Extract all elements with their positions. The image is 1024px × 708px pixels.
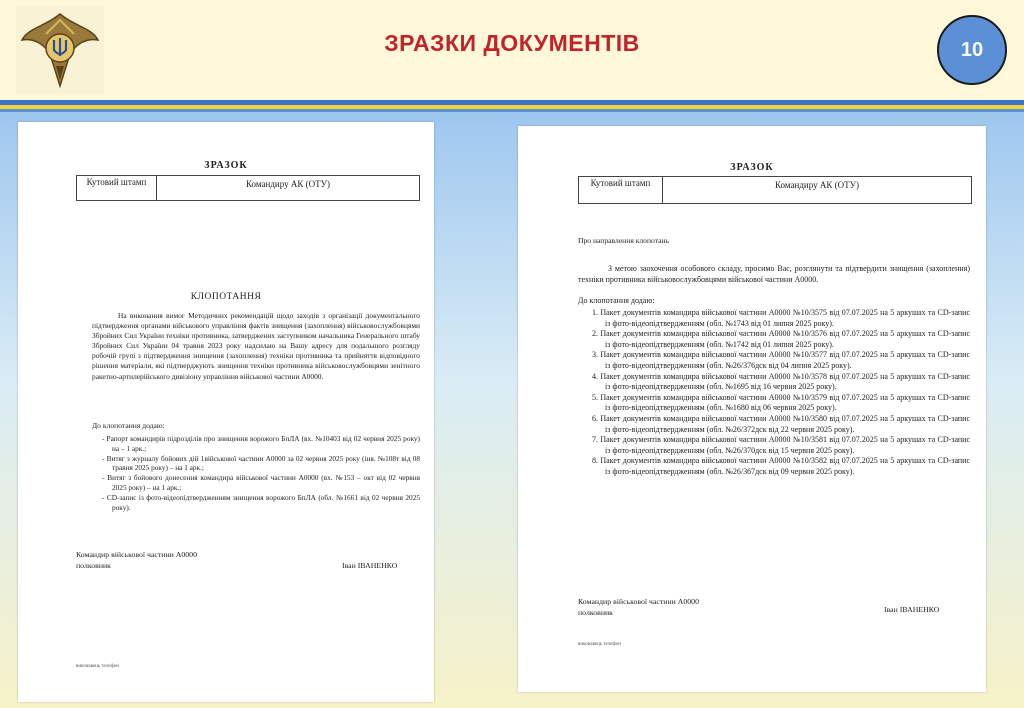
doc-heading: ЗРАЗОК — [730, 162, 774, 173]
list-item: - Витяг з журналу бойових дій 1військової частини А0000 за 02 червня 2025 року (інв. №108т від 08 травня 2025 року) – на 1 арк.; — [102, 453, 420, 473]
signature-block — [578, 596, 699, 618]
signature-title: Командир військової частини А0000 — [578, 597, 699, 606]
doc-title: КЛОПОТАННЯ — [190, 292, 262, 302]
list-item: 6. Пакет документів командира військової частини А0000 №10/3580 від 07.07.2025 на 5 аркушах та CD-запис із фото-відеопідтвердженням (обл. №26/372дск від 22 червня 2025 року). — [592, 413, 970, 434]
doc-heading: ЗРАЗОК — [204, 160, 248, 171]
list-item: 3. Пакет документів командира військової частини А0000 №10/3577 від 07.07.2025 на 5 аркушах та CD-запис із фото-відеопідтвердженням (обл. №26/376дск від 04 липня 2025 року). — [592, 350, 970, 370]
document-sample-cover-letter — [518, 126, 986, 692]
doc-body: На виконання вимог Методичних рекомендацій щодо заходів з організації документального підтвердження органами військового управління фактів знищення (захоплення) військовослужбовцями Збройних Сил України техніки противника, затверджених заступником начальника Генерального штабу Збройних Сил України 04 травня 2023 року надсилаю на Вашу адресу для подальшого розгляду робочій групі з підтвердження знищення (захоплення) техніки противника та прийняття відповідного рішення матеріали, які підтверджують знищення техніки противника військовослужбовцями зенітного ракетно-артилерійського дивізіону управління військової частини А0000. — [92, 311, 420, 381]
list-item: 8. Пакет документів командира військової частини А0000 №10/3582 від 07.07.2025 на 5 аркушах та CD-запис із фото-відеопідтвердженням (обл. №26/367дск від 09 червня 2025 року). — [592, 456, 970, 476]
attachments-list — [102, 434, 420, 512]
document-sample-petition — [18, 122, 434, 702]
list-item: - CD-запис із фото-відеопідтвердженням знищення ворожого БпЛА (обл. №1661 від 02 червня 2025 року). — [102, 492, 420, 512]
signature-rank: полковник — [76, 561, 111, 570]
footer-note: виконавець телефон — [578, 642, 621, 647]
footer-note: виконавець телефон — [76, 664, 119, 669]
stamp-left-cell: Кутовий штамп — [77, 176, 157, 200]
doc-body: З метою заохочення особового складу, просимо Вас, розглянути та підтвердити знищення (захоплення) техніки противника військовослужбовцями військової частини А0000. — [578, 264, 970, 284]
stamp-right-cell: Командиру АК (ОТУ) — [246, 179, 330, 189]
slide-header — [0, 0, 1024, 100]
stamp-left-cell: Кутовий штамп — [579, 177, 663, 203]
signature-name: Іван ІВАНЕНКО — [342, 561, 398, 570]
attachments-list — [592, 308, 970, 478]
signature-rank: полковник — [578, 608, 613, 617]
signature-name: Іван ІВАНЕНКО — [884, 605, 940, 614]
list-item: 4. Пакет документів командира військової частини А0000 №10/3578 від 07.07.2025 на 5 аркушах та CD-запис із фото-відеопідтвердженням (обл. №1695 від 16 червня 2025 року). — [592, 371, 970, 392]
list-item: 2. Пакет документів командира військової частини А0000 №10/3576 від 07.07.2025 на 5 аркушах та CD-запис із фото-відеопідтвердженням (обл. №1742 від 01 липня 2025 року). — [592, 329, 970, 349]
slide-title: ЗРАЗКИ ДОКУМЕНТІВ — [384, 30, 640, 56]
attachments-label: До клопотання додаю: — [578, 296, 655, 305]
stamp-right-cell: Командиру АК (ОТУ) — [775, 180, 859, 190]
list-item: - Витяг з бойового донесення командира військової частини А0000 (вх. №153 – окт від 02 червня 2025 року) – на 1 арк.; — [102, 473, 420, 492]
list-item: - Рапорт командирів підрозділів про знищення ворожого БпЛА (вх. №10403 від 02 червня 2025 року) на – 1 арк.; — [102, 434, 420, 453]
list-item: 7. Пакет документів командира військової частини А0000 №10/3581 від 07.07.2025 на 5 аркушах та CD-запис із фото-відеопідтвердженням (обл. №26/370дск від 15 червня 2025 року). — [592, 435, 970, 455]
list-item: 1. Пакет документів командира військової частини А0000 №10/3575 від 07.07.2025 на 5 аркушах та CD-запис із фото-відеопідтвердженням (обл. №1743 від 01 липня 2025 року). — [592, 308, 970, 328]
stamp-table — [76, 175, 420, 201]
doc-subject: Про направлення клопотань — [578, 236, 670, 245]
attachments-label: До клопотання додаю: — [92, 421, 165, 430]
signature-title: Командир військової частини А0000 — [76, 550, 197, 559]
stamp-table — [578, 176, 972, 204]
signature-block — [76, 549, 197, 571]
list-item: 5. Пакет документів командира військової частини А0000 №10/3579 від 07.07.2025 на 5 аркушах та CD-запис із фото-відеопідтвердженням (обл. №1680 від 06 червня 2025 року). — [592, 392, 970, 413]
page-number-badge: 10 — [937, 15, 1007, 85]
